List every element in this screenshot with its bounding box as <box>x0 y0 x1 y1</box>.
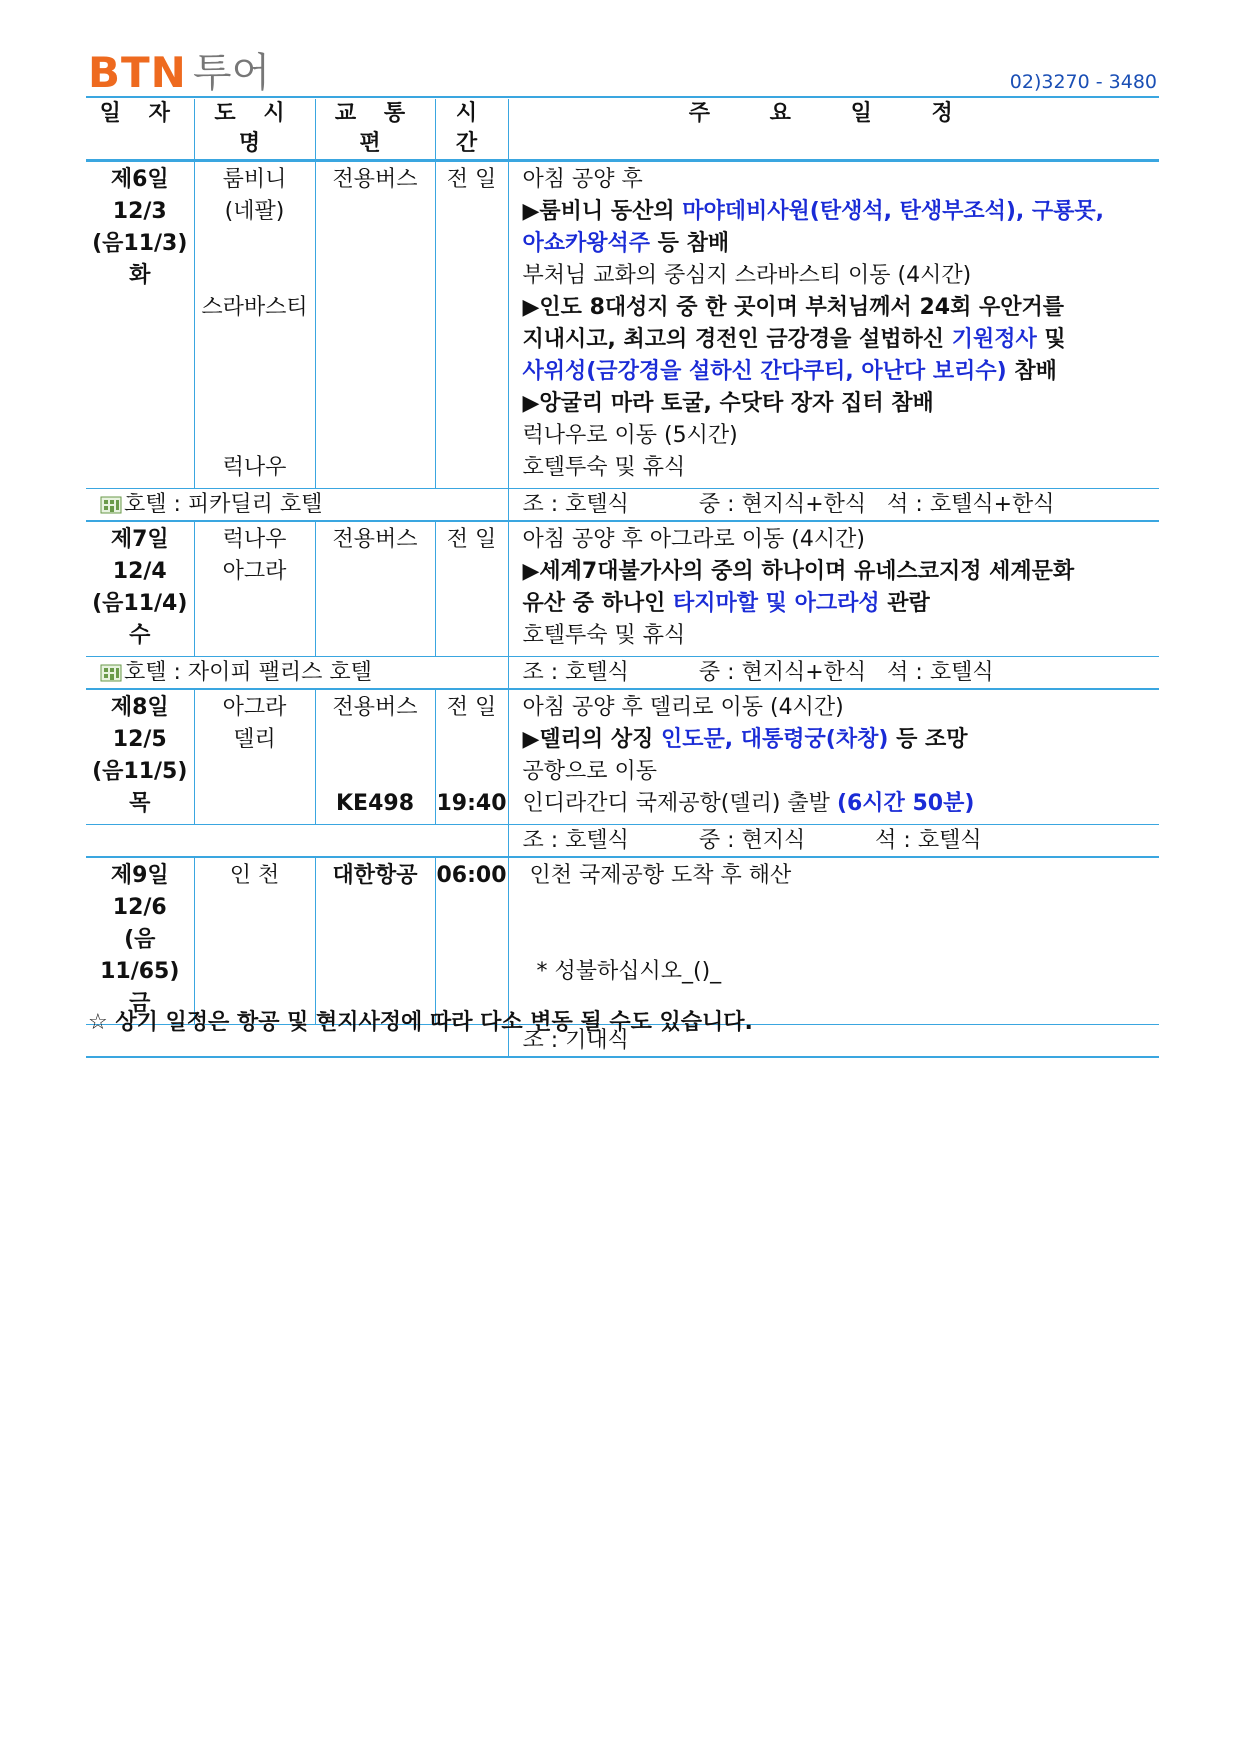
schedule-line <box>523 196 1160 228</box>
transport-cell <box>315 521 435 657</box>
time-label: 전 일 <box>446 167 497 192</box>
city-name <box>195 228 315 260</box>
transport-cell <box>315 689 435 825</box>
time-cell <box>435 857 508 1025</box>
city-name: 스라바스티 <box>201 295 308 320</box>
schedule-line <box>523 756 1160 788</box>
meals-cell <box>508 657 1159 690</box>
day-label: 제6일 <box>110 167 169 192</box>
spacer <box>436 724 508 756</box>
day-row <box>86 161 1159 489</box>
spacer <box>316 756 435 788</box>
meals-text: 조 : 호텔식 중 : 현지식+한식 석 : 호텔식+한식 <box>522 492 1055 517</box>
day-label: 화 <box>129 263 151 288</box>
schedule-text: ▶세계7대불가사의 중의 하나이며 유네스코지정 세계문화 <box>522 559 1075 584</box>
day-row <box>86 521 1159 657</box>
schedule-line <box>523 228 1160 260</box>
meal-row <box>86 825 1159 858</box>
top-rule <box>86 96 1159 98</box>
day-cell <box>86 161 194 489</box>
schedule-line <box>523 324 1160 356</box>
highlight-text: (6시간 50분) <box>836 791 975 816</box>
logo-suffix: 투어 <box>192 50 271 96</box>
day-cell <box>86 857 194 1025</box>
city-name <box>195 324 315 356</box>
time-cell <box>435 521 508 657</box>
schedule-text: 및 <box>1036 327 1066 352</box>
day-label: 목 <box>129 791 151 816</box>
schedule-line <box>523 620 1160 652</box>
day-row <box>86 857 1159 1025</box>
city-name: 인 천 <box>229 863 280 888</box>
schedule-line <box>523 260 1160 292</box>
column-header-date: 일 자 <box>86 99 194 161</box>
time-label: 전 일 <box>446 527 497 552</box>
day-cell <box>86 521 194 657</box>
city-name: 아그라 <box>222 559 287 584</box>
day-label: 금 <box>129 991 151 1016</box>
flight-number: KE498 <box>336 791 414 816</box>
city-cell <box>194 161 315 489</box>
schedule-text: 공항으로 이동 <box>522 759 658 784</box>
hotel-cell <box>86 657 508 690</box>
city-cell <box>194 521 315 657</box>
schedule-text: 아침 공양 후 델리로 이동 (4시간) <box>522 695 844 720</box>
schedule-text: 지내시고, 최고의 경전인 금강경을 설법하신 <box>522 327 952 352</box>
hotel-cell <box>86 489 508 522</box>
city-name <box>195 388 315 420</box>
city-name: 럭나우 <box>222 527 287 552</box>
column-header-time: 시 간 <box>435 99 508 161</box>
transport-label: 대한항공 <box>332 863 418 888</box>
spacer <box>316 724 435 756</box>
footer-note: ☆ 상기 일정은 항공 및 현지사정에 따라 다소 변동 될 수도 있습니다. <box>88 1010 753 1035</box>
transport-label: 전용버스 <box>332 695 418 720</box>
day-label: (음11/4) <box>92 591 188 616</box>
meal-row <box>86 489 1159 522</box>
schedule-line <box>523 788 1160 820</box>
spacer <box>436 756 508 788</box>
schedule-text: 유산 중 하나인 <box>522 591 673 616</box>
hotel-icon <box>100 660 122 680</box>
schedule-text: ▶앙굴리 마라 토굴, 수닷타 장자 집터 참배 <box>522 391 934 416</box>
city-name: 룸비니 <box>222 167 287 192</box>
schedule-text: 호텔투숙 및 휴식 <box>522 623 686 648</box>
day-cell <box>86 689 194 825</box>
highlight-text: 마야데비사원(탄생석, 탄생부조석), 구룡못, <box>682 199 1105 224</box>
highlight-text: 사위성(금강경을 설하신 간다쿠티, 아난다 보리수) <box>522 359 1007 384</box>
city-name: 아그라 <box>222 695 287 720</box>
schedule-line <box>523 356 1160 388</box>
schedule-line <box>523 724 1160 756</box>
meals-text: 조 : 기내식 <box>522 1028 629 1053</box>
schedule-text: 부처님 교화의 중심지 스라바스티 이동 (4시간) <box>522 263 972 288</box>
schedule-text: 등 참배 <box>650 231 730 256</box>
schedule-text: 인디라간디 국제공항(델리) 출발 <box>522 791 837 816</box>
schedule-line <box>523 164 1160 196</box>
city-name: (네팔) <box>224 199 285 224</box>
hotel-name: 호텔 : 자이피 팰리스 호텔 <box>124 660 372 685</box>
schedule-text: 호텔투숙 및 휴식 <box>522 455 686 480</box>
time-cell <box>435 689 508 825</box>
city-name <box>195 420 315 452</box>
schedule-line <box>523 588 1160 620</box>
schedule-text: 인천 국제공항 도착 후 해산 <box>522 863 792 888</box>
meals-cell <box>508 489 1159 522</box>
schedule-cell <box>508 689 1159 825</box>
logo-brand: BTN <box>88 48 187 97</box>
schedule-line <box>523 388 1160 420</box>
schedule-text: * 성불하십시오_()_ <box>522 959 722 984</box>
schedule-text: 아침 공양 후 <box>522 167 643 192</box>
schedule-text: 아침 공양 후 아그라로 이동 (4시간) <box>522 527 865 552</box>
day-row <box>86 689 1159 825</box>
schedule-text: ▶인도 8대성지 중 한 곳이며 부처님께서 24회 우안거를 <box>522 295 1064 320</box>
schedule-line <box>523 924 1160 956</box>
city-name: 럭나우 <box>222 455 287 480</box>
meals-text: 조 : 호텔식 중 : 현지식 석 : 호텔식 <box>522 828 982 853</box>
logo <box>88 48 271 97</box>
transport-cell <box>315 857 435 1025</box>
city-cell <box>194 857 315 1025</box>
schedule-text: ▶룸비니 동산의 <box>522 199 683 224</box>
day-label: (음11/65) <box>100 927 180 984</box>
phone-number: 02)3270 - 3480 <box>1009 71 1157 93</box>
day-label: 12/4 <box>112 559 167 584</box>
schedule-text: 럭나우로 이동 (5시간) <box>522 423 738 448</box>
city-cell <box>194 689 315 825</box>
itinerary-table <box>86 99 1159 1058</box>
time-label: 전 일 <box>446 695 497 720</box>
city-name <box>195 260 315 292</box>
day-label: 제7일 <box>110 527 169 552</box>
meals-cell <box>508 825 1159 858</box>
time-label: 06:00 <box>436 863 507 888</box>
transport-cell <box>315 161 435 489</box>
schedule-text: 참배 <box>1006 359 1057 384</box>
hotel-cell <box>86 825 508 858</box>
schedule-text: ▶델리의 상징 <box>522 727 661 752</box>
header-row <box>86 99 1159 161</box>
day-label: 제9일 <box>110 863 169 888</box>
day-label: 수 <box>129 623 151 648</box>
schedule-cell <box>508 857 1159 1025</box>
schedule-line <box>523 892 1160 924</box>
schedule-line <box>523 524 1160 556</box>
day-label: (음11/5) <box>92 759 188 784</box>
column-header-schedule: 주 요 일 정 <box>508 99 1159 161</box>
schedule-line <box>523 292 1160 324</box>
column-header-transport: 교 통 편 <box>315 99 435 161</box>
city-name: 델리 <box>233 727 276 752</box>
flight-time: 19:40 <box>436 791 507 816</box>
highlight-text: 기원정사 <box>951 327 1037 352</box>
highlight-text: 인도문, 대통령궁(차창) <box>661 727 889 752</box>
schedule-line <box>523 420 1160 452</box>
day-label: 제8일 <box>110 695 169 720</box>
schedule-text: 등 조망 <box>888 727 968 752</box>
meals-text: 조 : 호텔식 중 : 현지식+한식 석 : 호텔식 <box>522 660 994 685</box>
schedule-line <box>523 956 1160 988</box>
schedule-line <box>523 452 1160 484</box>
transport-label: 전용버스 <box>332 527 418 552</box>
schedule-cell <box>508 521 1159 657</box>
schedule-line <box>523 692 1160 724</box>
transport-label: 전용버스 <box>332 167 418 192</box>
schedule-text: 관람 <box>879 591 930 616</box>
schedule-cell <box>508 161 1159 489</box>
day-label: 12/6 <box>112 895 167 920</box>
schedule-line <box>523 860 1160 892</box>
day-label: 12/5 <box>112 727 167 752</box>
city-name <box>195 356 315 388</box>
day-label: 12/3 <box>112 199 167 224</box>
column-header-city: 도 시 명 <box>194 99 315 161</box>
highlight-text: 타지마할 및 아그라성 <box>673 591 880 616</box>
time-cell <box>435 161 508 489</box>
highlight-text: 아쇼카왕석주 <box>522 231 651 256</box>
day-label: (음11/3) <box>92 231 188 256</box>
meal-row <box>86 657 1159 690</box>
schedule-line <box>523 556 1160 588</box>
hotel-icon <box>100 492 122 512</box>
hotel-name: 호텔 : 피카딜리 호텔 <box>124 492 323 517</box>
